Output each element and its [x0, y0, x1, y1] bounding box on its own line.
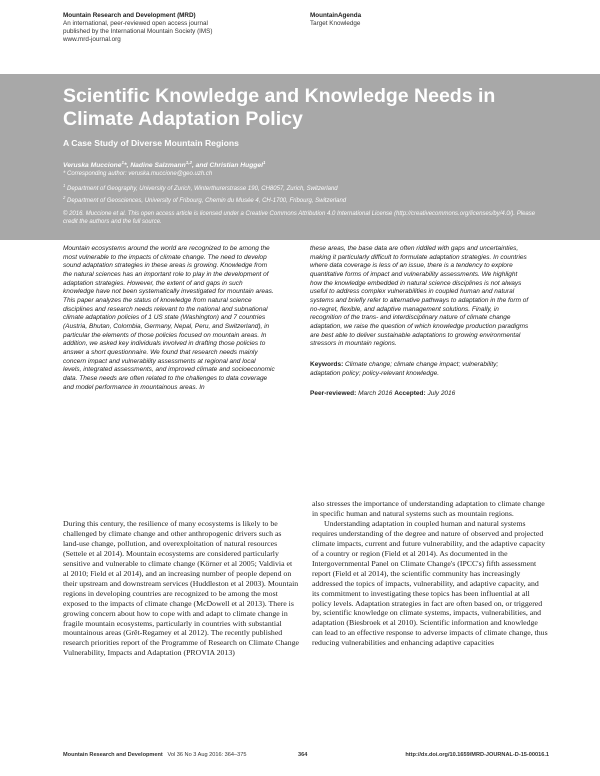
body-column-2	[312, 499, 548, 648]
page-number: 364	[298, 752, 308, 758]
review-dates	[310, 390, 530, 399]
masthead	[63, 12, 538, 74]
affiliation-2	[63, 195, 346, 204]
corresponding-mark: *	[124, 162, 127, 170]
subsection-name: Target Knowledge	[310, 20, 361, 28]
body-paragraph: also stresses the importance of understanding adaptation to climate change in specific human and natural systems such as mountain regions.	[312, 499, 545, 518]
keywords	[310, 361, 530, 378]
affiliation-number: 2	[63, 195, 66, 200]
journal-publisher: published by the International Mountain Society (IMS)	[63, 28, 213, 36]
section-name: MountainAgenda	[310, 12, 362, 19]
title-banner	[0, 74, 600, 240]
author-affiliation-mark: 1	[121, 160, 124, 165]
author-affiliation-mark: 1,2	[185, 160, 192, 165]
footer-journal: Mountain Research and Development	[63, 752, 163, 758]
peer-reviewed-label: Peer-reviewed:	[310, 390, 357, 398]
author-name: Veruska Muccione	[63, 162, 122, 170]
affiliation-text: Department of Geography, University of Zurich, Winterthurerstrasse 190, CH8057, Zurich, Switzerland	[67, 186, 338, 192]
accepted-label: Accepted:	[394, 390, 426, 398]
author-name: Christian Huggel	[209, 162, 263, 170]
masthead-journal-info	[63, 12, 313, 44]
abstract-column-2	[310, 245, 530, 399]
journal-url[interactable]: www.mrd-journal.org	[63, 36, 121, 44]
article-subtitle: A Case Study of Diverse Mountain Regions	[63, 138, 239, 148]
abstract-text-continued: these areas, the base data are often riddled with gaps and uncertainties, making it particularly difficult to formulate adaptation strategies. In countries where data coverage is less of an issue, there is a tendency to explore quantitative forms of impact and vulnerability assessments. We highlight how the knowledge embedded in natural science disciplines is not always useful to address complex vulnerabilities in coupled human and natural systems and briefly refer to alternative pathways to adaptation in the form of no-regret, flexible, and adaptive management solutions. Finally, in recognition of the trans- and interdisciplinary nature of climate change adaptation, we raise the question of which knowledge production paradigms are best able to deliver sustainable adaptations to growing environmental stressors in mountain regions.	[310, 245, 529, 348]
author-list: Veruska Muccione$^1$*, Nadine Salzmann$^{1,2}$, and Christian Huggel$^1$	[63, 160, 266, 170]
corresponding-author: * Corresponding author: veruska.muccione@geo.uzh.ch	[63, 171, 213, 177]
footer-citation	[63, 752, 246, 758]
body-paragraph: Understanding adaptation in coupled human and natural systems requires understanding of the degree and nature of observed and projected climate impacts, current and future vulnerability, and the adaptive capacity of a country or region (Field et al 2014). As documented in the Intergovernmental Panel on Climate Change's (IPCC's) fifth assessment report (Field et al 2014), the scientific community has increasingly addressed the topics of impacts, vulnerability, and adaptive capacity, and its commitment to investigating these topics has been influential at all policy levels. Adaptation strategies in fact are often based on, or triggered by, scientific knowledge on climate systems, impacts, vulnerabilities, and adaptation (Biesbroek et al 2010). Scientific information and knowledge can lead to an effective response to adverse impacts of climate change, thus reducing vulnerabilities and enhancing adaptive capacities	[312, 518, 548, 648]
footer-doi[interactable]: http://dx.doi.org/10.1659/MRD-JOURNAL-D-15-00016.1	[405, 752, 549, 758]
article-title: Scientific Knowledge and Knowledge Needs in Climate Adaptation Policy	[63, 85, 496, 130]
license-notice: © 2016. Muccione et al. This open access article is licensed under a Creative Commons Attribution 4.0 International License (http://creativecommons.org/licenses/by/4.0/). Please credit the authors and the full source.	[63, 211, 536, 226]
keywords-text: Climate change; climate change impact; vulnerability; adaptation policy; policy-relevant knowledge.	[310, 360, 499, 377]
abstract-column-1	[63, 245, 275, 392]
body-paragraph: During this century, the resilience of many ecosystems is likely to be challenged by climate change and other anthropogenic drivers such as land-use change, pollution, and overexploitation of natural resources (Settele et al 2014). Mountain ecosystems are considered particularly sensitive and vulnerable to climate change (Körner et al 2005; Valdivia et al 2010; Field et al 2014), and an increasing number of people depend on their upstream and downstream services (Huddleston et al 2003). Mountain regions in developing countries are recognized to be among the most exposed to the impacts of climate change (McDowell et al 2013). There is growing concern about how to cope with and adapt to climate change in fragile mountain ecosystems, particularly in countries with substantial mountainous areas (Grêt-Regamey et al 2012). The recently published research priorities report of the Programme of Research on Climate Change Vulnerability, Impacts and Adaptation (PROVIA 2013)	[63, 519, 299, 658]
author-affiliation-mark: 1	[262, 160, 266, 165]
affiliation-text: Department of Geosciences, University of Fribourg, Chemin du Musée 4, CH-1700, Fribourg, Switzerland	[67, 198, 347, 204]
keywords-label: Keywords:	[310, 360, 344, 368]
affiliation-number: 1	[63, 183, 66, 188]
affiliation-1	[63, 183, 338, 192]
peer-reviewed-date: March 2016	[358, 390, 393, 398]
footer-issue: Vol 36 No 3 Aug 2016: 364–375	[167, 752, 247, 758]
author-name: Nadine Salzmann	[130, 162, 186, 170]
journal-description: An international, peer-reviewed open access journal	[63, 20, 208, 28]
masthead-section	[310, 12, 361, 28]
abstract-text: Mountain ecosystems around the world are recognized to be among the most vulnerable to the impacts of climate change. The need to develop sound adaptation strategies in these areas is growing. Knowledge from the natural sciences has an important role to play in the development of adaptation strategies. However, the extent of and gaps in such knowledge have not been systematically investigated for mountain areas. This paper analyzes the status of knowledge from natural science disciplines and research needs relevant to the national and subnational climate adaptation policies of 1 US state (Washington) and 7 countries (Austria, Bhutan, Colombia, Germany, Nepal, Peru, and Switzerland), in particular the elements of those policies focused on mountain areas. In addition, we asked key individuals involved in drafting those policies to answer a short questionnaire. We found that research needs mainly concern impact and vulnerability assessments at regional and local levels, integrated assessments, and improved climate and socioeconomic data. These needs are often related to the challenges to data coverage and model performance in mountainous areas. In	[63, 245, 275, 391]
journal-name: Mountain Research and Development (MRD)	[63, 12, 196, 19]
body-column-1	[63, 519, 299, 658]
accepted-date: July 2016	[427, 390, 456, 398]
